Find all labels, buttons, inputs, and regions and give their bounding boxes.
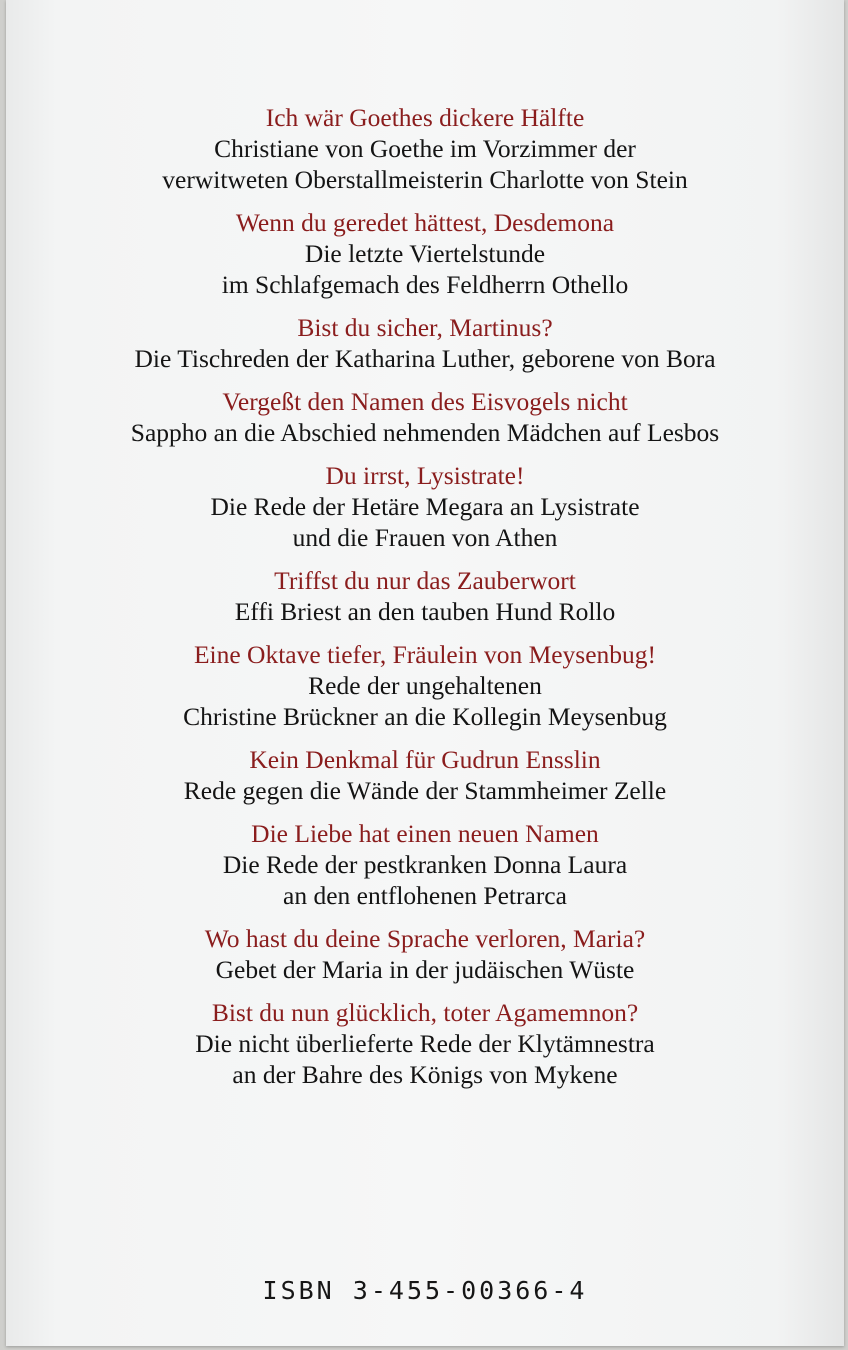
entry-subtitle: Die Rede der pestkranken Donna Laura [222, 850, 628, 879]
entry-subtitle: im Schlafgemach des Feldherrn Othello [221, 270, 629, 299]
entry-title: Bist du nun glücklich, toter Agamemnon? [211, 998, 639, 1027]
entry-subtitle: Die Tischreden der Katharina Luther, geborene von Bora [134, 344, 716, 373]
entry-subtitle: Sappho an die Abschied nehmenden Mädchen auf Lesbos [130, 418, 720, 447]
list-item [6, 639, 844, 732]
list-item [6, 207, 844, 300]
isbn-number: ISBN 3-455-00366-4 [262, 1276, 588, 1305]
entry-title: Wo hast du deine Sprache verloren, Maria? [204, 924, 646, 953]
entry-title: Vergeßt den Namen des Eisvogels nicht [222, 387, 628, 416]
list-item [6, 744, 844, 806]
entry-title: Wenn du geredet hättest, Desdemona [235, 208, 615, 237]
list-item [6, 386, 844, 448]
entry-subtitle: Christine Brückner an die Kollegin Meysenbug [183, 702, 667, 731]
book-back-cover [6, 0, 844, 1346]
entry-title: Ich wär Goethes dickere Hälfte [265, 103, 585, 132]
list-item [6, 818, 844, 911]
entry-subtitle: an den entflohenen Petrarca [283, 881, 567, 910]
entry-subtitle: verwitweten Oberstallmeisterin Charlotte von Stein [162, 165, 688, 194]
entry-subtitle: Rede der ungehaltenen [308, 671, 542, 700]
list-item [6, 102, 844, 195]
entry-subtitle: Gebet der Maria in der judäischen Wüste [215, 955, 635, 984]
entry-title: Bist du sicher, Martinus? [297, 313, 553, 342]
entry-subtitle: an der Bahre des Königs von Mykene [232, 1060, 618, 1089]
entry-subtitle: Die nicht überlieferte Rede der Klytämnestra [195, 1029, 655, 1058]
list-item [6, 997, 844, 1090]
entry-title: Kein Denkmal für Gudrun Ensslin [249, 745, 601, 774]
entry-subtitle: Die letzte Viertelstunde [304, 239, 546, 268]
entry-subtitle: Christiane von Goethe im Vorzimmer der [214, 134, 636, 163]
entry-subtitle: Effi Briest an den tauben Hund Rollo [234, 597, 616, 626]
list-item [6, 565, 844, 627]
entry-subtitle: Die Rede der Hetäre Megara an Lysistrate [210, 492, 640, 521]
entry-subtitle: Rede gegen die Wände der Stammheimer Zelle [183, 776, 667, 805]
list-item [6, 923, 844, 985]
entry-title: Triffst du nur das Zauberwort [274, 566, 576, 595]
list-item [6, 312, 844, 374]
contents-list [6, 102, 844, 1102]
entry-title: Eine Oktave tiefer, Fräulein von Meysenbug! [193, 640, 657, 669]
entry-subtitle: und die Frauen von Athen [292, 523, 558, 552]
list-item [6, 460, 844, 553]
entry-title: Du irrst, Lysistrate! [325, 461, 525, 490]
entry-title: Die Liebe hat einen neuen Namen [251, 819, 599, 848]
